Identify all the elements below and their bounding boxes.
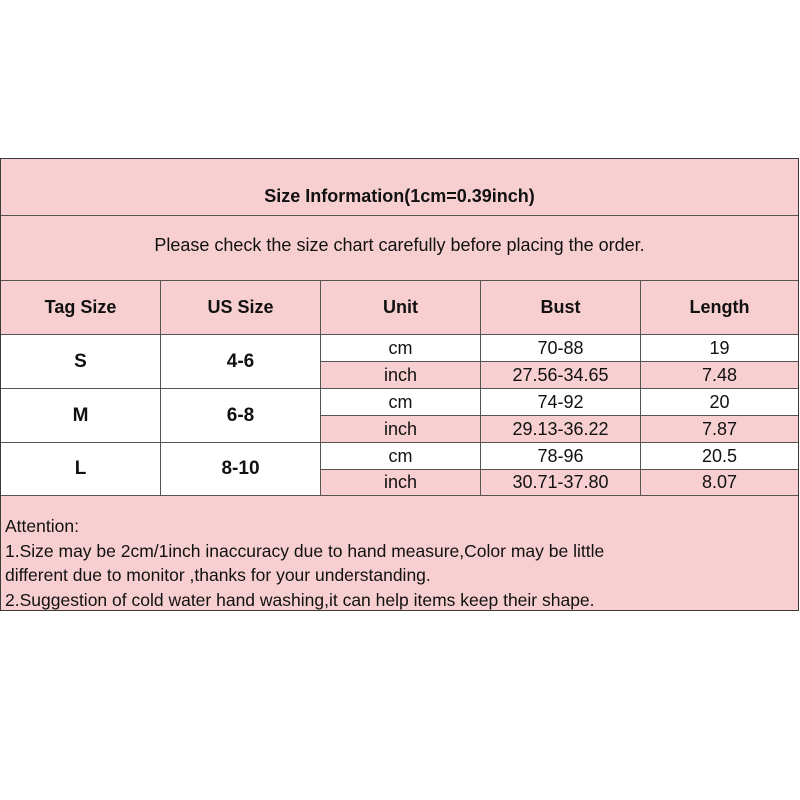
tag-size-l: L (1, 443, 161, 496)
length-cell: 20 (641, 389, 798, 416)
unit-cell: inch (321, 416, 481, 443)
chart-subtitle: Please check the size chart carefully before placing the order. (1, 216, 798, 281)
bust-cell: 70-88 (481, 335, 641, 362)
bust-cell: 74-92 (481, 389, 641, 416)
header-unit: Unit (321, 281, 481, 335)
bust-cell: 30.71-37.80 (481, 470, 641, 496)
header-us-size: US Size (161, 281, 321, 335)
header-length: Length (641, 281, 798, 335)
size-chart (0, 158, 799, 611)
length-cell: 7.48 (641, 362, 798, 389)
attention-line: different due to monitor ,thanks for your understanding. (5, 565, 431, 585)
bust-cell: 78-96 (481, 443, 641, 470)
length-cell: 7.87 (641, 416, 798, 443)
unit-cell: inch (321, 362, 481, 389)
attention-notes (1, 496, 798, 610)
header-tag-size: Tag Size (1, 281, 161, 335)
us-size-s: 4-6 (161, 335, 321, 389)
header-bust: Bust (481, 281, 641, 335)
attention-line: 2.Suggestion of cold water hand washing,it can help items keep their shape. (5, 589, 595, 610)
unit-cell: inch (321, 470, 481, 496)
length-cell: 8.07 (641, 470, 798, 496)
us-size-l: 8-10 (161, 443, 321, 496)
tag-size-m: M (1, 389, 161, 443)
bust-cell: 29.13-36.22 (481, 416, 641, 443)
tag-size-s: S (1, 335, 161, 389)
attention-heading: Attention: (5, 516, 79, 536)
unit-cell: cm (321, 443, 481, 470)
us-size-m: 6-8 (161, 389, 321, 443)
attention-line: 1.Size may be 2cm/1inch inaccuracy due to hand measure,Color may be little (5, 540, 605, 561)
bust-cell: 27.56-34.65 (481, 362, 641, 389)
unit-cell: cm (321, 389, 481, 416)
length-cell: 19 (641, 335, 798, 362)
chart-title: Size Information(1cm=0.39inch) (1, 159, 798, 216)
length-cell: 20.5 (641, 443, 798, 470)
unit-cell: cm (321, 335, 481, 362)
